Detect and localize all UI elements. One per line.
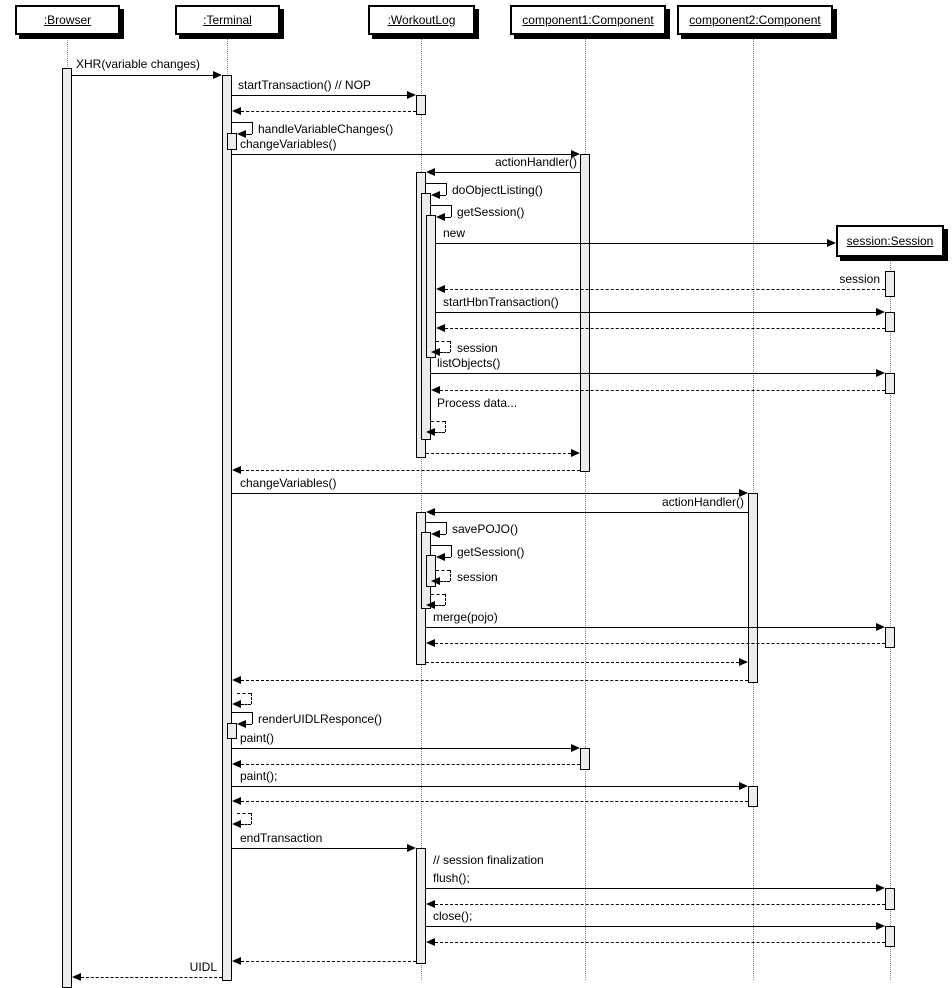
return-actionhandler1-arrowhead [571,449,580,457]
return-session3-line-right [450,570,451,581]
return-close-line [435,942,885,943]
return-session1-arrowhead [436,285,445,293]
activation-workoutlog-block1-nest2 [426,215,436,358]
msg-renderuidl-line-bottom [246,724,252,725]
msg-close-line [426,926,876,927]
msg-savepojo-line-top [426,522,446,523]
msg-new-line [436,243,827,244]
return-session3-label: session [457,570,498,584]
msg-starttransaction-label: startTransaction() // NOP [238,78,371,92]
msg-getsession2-arrowhead [436,553,445,561]
activation-session-hbn [885,312,895,332]
participant-workoutlog-label: :WorkoutLog [387,13,456,27]
msg-changevariables2-line [232,493,739,494]
msg-mergepojo-line [426,627,876,628]
return-session1-line [445,289,885,290]
return-paint1-line [241,764,580,765]
msg-renderuidl-arrowhead [237,720,246,728]
msg-paint1-line [232,748,571,749]
msg-actionhandler1-label: actionHandler() [494,155,577,169]
msg-doobjectlisting-label: doObjectListing() [452,183,543,197]
activation-session-close [885,926,895,947]
participant-component1-label: component1:Component [522,13,654,27]
msg-savepojo-label: savePOJO() [452,522,519,536]
msg-paint2-arrowhead [739,782,748,790]
return-session2-label: session [457,341,498,355]
activation-component2-actionhandler [748,493,758,683]
return-changevariables1-line [241,470,580,471]
participant-workoutlog [368,5,475,35]
msg-endtransaction-arrowhead [407,844,416,852]
activation-component1-actionhandler [580,154,590,472]
msg-actionhandler1-line [435,172,580,173]
msg-getsession1-label: getSession() [457,205,525,219]
msg-getsession2-line-bottom [445,557,451,558]
msg-close-label: close(); [433,909,473,923]
msg-xhr-arrowhead [213,71,222,79]
return-actionhandler1-line [426,453,571,454]
msg-listobjects-line [431,373,876,374]
return-starttransaction-line [241,111,416,112]
return-terminal1-line-right [251,693,252,704]
return-listobjects-line [440,390,885,391]
lifeline-session [890,257,891,980]
return-terminal1-arrowhead [232,700,241,708]
msg-getsession2-line-right [451,545,452,557]
msg-getsession2-label: getSession() [457,545,525,559]
return-session2-line-right [450,341,451,352]
msg-paint2-label: paint(); [240,769,278,783]
return-session3-line-top [436,570,450,571]
return-changevariables1-arrowhead [232,466,241,474]
msg-handlevariablechanges-line-right [252,122,253,134]
msg-new-label: new [443,226,466,240]
participant-component2 [677,5,833,35]
return-starthbntransaction-arrowhead [436,324,445,332]
return-terminal2-line-right [251,813,252,824]
msg-paint2-line [232,786,739,787]
activation-terminal-nest-2 [227,723,237,739]
msg-actionhandler2-arrowhead [426,508,435,516]
participant-session-created [836,225,944,257]
return-mergepojo-arrowhead [426,639,435,647]
msg-listobjects-arrowhead [876,369,885,377]
msg-paint1-arrowhead [571,744,580,752]
msg-doobjectlisting-arrowhead [431,191,440,199]
msg-mergepojo-arrowhead [876,623,885,631]
msg-getsession1-line-right [451,205,452,217]
msg-xhr-label: XHR(variable changes) [76,57,201,71]
return-listobjects-arrowhead [431,386,440,394]
return-workoutlog2-line-right [445,594,446,605]
msg-close-arrowhead [876,922,885,930]
return-uidl-line [81,977,222,978]
activation-terminal [222,75,232,981]
return-terminal2-line-bottom [241,824,251,825]
return-flush-arrowhead [426,900,435,908]
return-actionhandler2-arrowhead [739,658,748,666]
msg-getsession1-arrowhead [436,213,445,221]
msg-starthbntransaction-label: startHbnTransaction() [443,295,559,309]
msg-listobjects-label: listObjects() [437,356,501,370]
activation-session-new [885,271,895,297]
participant-component2-label: component2:Component [689,13,821,27]
activation-workoutlog-starttransaction [416,95,426,115]
return-terminal1-line-bottom [241,704,251,705]
msg-doobjectlisting-line-bottom [440,195,446,196]
msg-doobjectlisting-line-right [446,183,447,195]
msg-handlevariablechanges-label: handleVariableChanges() [258,122,394,136]
return-flush-line [435,904,885,905]
msg-flush-arrowhead [876,884,885,892]
activation-component2-paint [748,786,758,807]
msg-doobjectlisting-line-top [426,183,446,184]
activation-session-merge [885,627,895,648]
return-uidl-arrowhead [72,973,81,981]
return-uidl-label: UIDL [189,960,217,974]
return-changevariables2-arrowhead [232,676,241,684]
msg-getsession1-line-top [431,205,451,206]
msg-endtransaction-line [232,848,407,849]
msg-renderuidl-line-right [252,712,253,724]
activation-browser [62,68,72,988]
return-close-arrowhead [426,938,435,946]
return-workoutlog1-line-right [445,421,446,432]
return-session2-line-bottom [440,352,450,353]
participant-session-label: session:Session [846,234,934,248]
activation-session-list [885,373,895,394]
participant-terminal [175,5,280,35]
return-session2-line-top [436,341,450,342]
return-session3-arrowhead [431,577,440,585]
return-starthbntransaction-line [445,328,885,329]
participant-terminal-label: :Terminal [203,13,252,27]
msg-actionhandler2-label: actionHandler() [661,495,744,509]
participant-browser-label: :Browser [43,13,92,27]
msg-starttransaction-line [232,95,407,96]
return-workoutlog1-line-top [431,421,445,422]
return-terminal1-line-top [237,693,251,694]
msg-changevariables1-label: changeVariables() [240,137,337,151]
return-workoutlog2-line-bottom [435,605,445,606]
return-endtransaction-line [241,961,416,962]
msg-actionhandler1-arrowhead [426,168,435,176]
msg-actionhandler2-line [435,512,748,513]
participant-browser [15,5,120,35]
return-starttransaction-arrowhead [232,107,241,115]
msg-renderuidl-line-top [232,712,252,713]
msg-starthbntransaction-arrowhead [876,308,885,316]
msg-starthbntransaction-line [436,312,876,313]
return-terminal2-arrowhead [232,820,241,828]
msg-getsession2-line-top [431,545,451,546]
return-workoutlog2-line-top [431,594,445,595]
msg-handlevariablechanges-line-bottom [246,134,252,135]
return-session2-arrowhead [431,348,440,356]
msg-changevariables2-label: changeVariables() [240,476,337,490]
return-workoutlog1-arrowhead [426,428,435,436]
msg-mergepojo-label: merge(pojo) [433,610,498,624]
msg-savepojo-line-right [446,522,447,534]
return-terminal2-line-top [237,813,251,814]
return-workoutlog2-arrowhead [426,601,435,609]
return-paint2-line [241,801,748,802]
return-endtransaction-arrowhead [232,957,241,965]
msg-flush-line [426,888,876,889]
msg-renderuidl-label: renderUIDLResponce() [258,712,383,726]
msg-endtransaction-label: endTransaction [240,831,323,845]
return-mergepojo-line [435,643,885,644]
return-session1-label: session [839,272,880,286]
note-processdata-label: Process data... [437,396,518,410]
msg-paint1-label: paint() [240,731,275,745]
msg-savepojo-arrowhead [431,530,440,538]
msg-starttransaction-arrowhead [407,91,416,99]
return-paint1-arrowhead [232,760,241,768]
return-changevariables2-line [241,680,748,681]
msg-new-arrowhead [827,239,836,247]
activation-workoutlog-endtransaction [416,848,426,964]
note-sessionfinalization-label: // session finalization [433,853,544,867]
return-workoutlog1-line-bottom [435,432,445,433]
return-session3-line-bottom [440,581,450,582]
activation-session-flush [885,888,895,910]
return-actionhandler2-line [426,662,739,663]
return-paint2-arrowhead [232,797,241,805]
msg-flush-label: flush(); [433,871,470,885]
activation-component1-paint [580,748,590,770]
msg-xhr-line [72,75,213,76]
msg-getsession1-line-bottom [445,217,451,218]
msg-handlevariablechanges-line-top [232,122,252,123]
activation-terminal-nest-1 [227,133,237,150]
participant-component1 [510,5,666,35]
msg-savepojo-line-bottom [440,534,446,535]
